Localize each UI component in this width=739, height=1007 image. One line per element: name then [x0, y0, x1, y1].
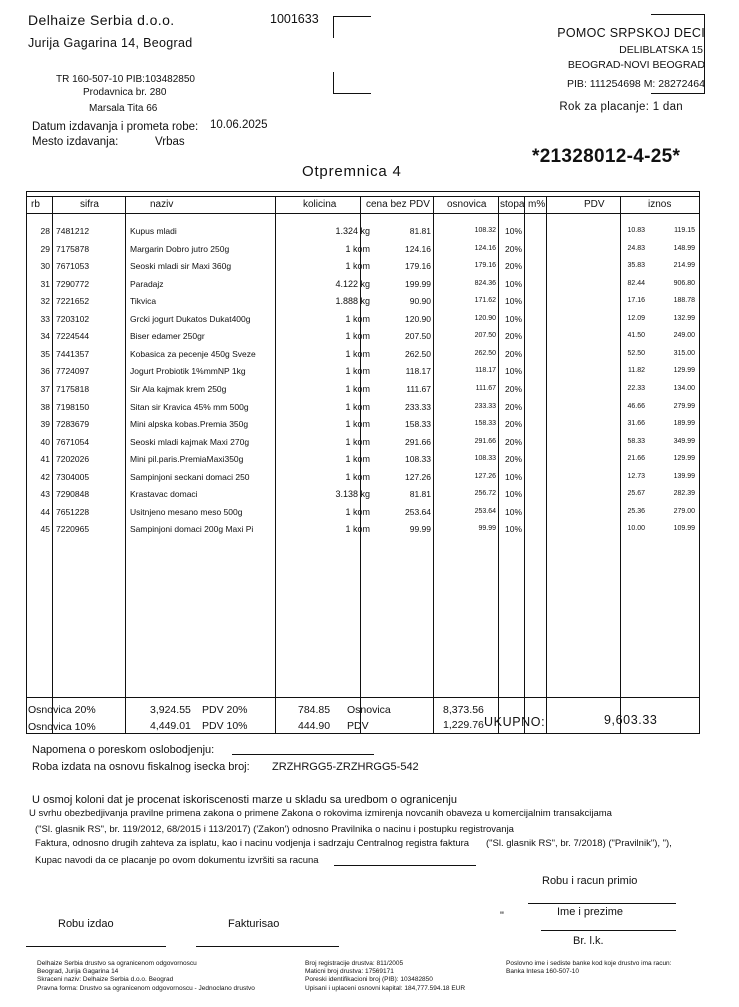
table-row: [26, 503, 700, 521]
cell-osnovica: 108.32: [474, 227, 496, 234]
header-marza: m%: [528, 199, 546, 210]
cell-pdv: 58.33: [627, 437, 645, 445]
cell-pdv: 31.66: [627, 420, 645, 428]
buyer-name: POMOC SRPSKOJ DECI: [557, 26, 705, 40]
table-row: [26, 362, 700, 380]
cell-stopa: 20%: [505, 436, 523, 447]
cell-stopa: 10%: [505, 296, 523, 307]
cell-osnovica: 233.33: [474, 402, 496, 410]
barcode-text: *21328012-4-25*: [532, 146, 681, 167]
cell-cena: 120.90: [405, 313, 431, 324]
cell-kolicina: 1 kom: [345, 524, 370, 535]
cell-naziv: Kupus mladi: [130, 226, 177, 236]
cell-sifra: 7671054: [56, 436, 90, 447]
cell-kolicina: 4.122 kg: [335, 278, 370, 289]
cell-kolicina: 1 kom: [345, 366, 370, 377]
table-row: [26, 520, 700, 538]
cell-kolicina: 1 kom: [345, 471, 370, 482]
legal-text-3: ("Sl. glasnik RS", br. 119/2012, 68/2015 i 113/2017) ('Zakon') odnosno Pravilnika o nacinu i postupku registrovanja: [35, 824, 514, 835]
table-row: [26, 433, 700, 451]
napomena-label: Napomena o poreskom oslobodjenju:: [32, 744, 215, 756]
cell-stopa: 20%: [505, 348, 523, 359]
cell-pdv: 21.66: [627, 455, 645, 463]
cell-rb: 41: [40, 454, 50, 465]
cell-cena: 81.81: [409, 489, 431, 500]
cell-pdv: 10.00: [627, 525, 645, 533]
issued-by-label: Robu izdao: [58, 918, 114, 930]
seller-tr-pib: TR 160-507-10 PIB:103482850: [56, 74, 195, 85]
cell-sifra: 7283679: [56, 419, 90, 430]
cell-rb: 34: [40, 331, 50, 342]
cell-stopa: 20%: [505, 419, 523, 430]
header-naziv: naziv: [150, 199, 174, 210]
buyer-street: DELIBLATSKA 15: [619, 44, 703, 56]
cell-rb: 36: [40, 366, 50, 377]
cell-cena: 81.81: [409, 226, 431, 236]
cell-sifra: 7724097: [56, 366, 90, 377]
header-pdv: PDV: [584, 199, 605, 210]
quote-mark: ": [500, 910, 504, 922]
cell-kolicina: 1 kom: [345, 243, 370, 254]
address-window-corner-top: [333, 16, 371, 38]
table-row: [26, 380, 700, 398]
legal-text-5: ("Sl. glasnik RS", br. 7/2018) ("Pravilnik"), "),: [486, 838, 672, 849]
cell-kolicina: 1 kom: [345, 261, 370, 272]
cell-sifra: 7175818: [56, 383, 90, 394]
cell-cena: 108.33: [405, 454, 431, 465]
cell-pdv: 41.50: [627, 332, 645, 340]
osnovica-10-label: Osnovica 10%: [28, 721, 96, 733]
full-name-line: [541, 930, 676, 931]
cell-cena: 90.90: [409, 296, 431, 307]
footer-bank-info: Poslovno ime i sediste banke kod koje drustvo ima racun: Banka Intesa 160-507-10: [506, 960, 672, 976]
cell-pdv: 12.09: [627, 314, 645, 322]
cell-stopa: 10%: [505, 313, 523, 324]
cell-cena: 207.50: [405, 331, 431, 342]
cell-iznos: 109.99: [673, 525, 695, 533]
cell-stopa: 20%: [505, 331, 523, 342]
cell-cena: 158.33: [405, 419, 431, 430]
cell-naziv: Krastavac domaci: [130, 489, 198, 500]
pdv-10-label: PDV 10%: [202, 720, 248, 732]
cell-iznos: 132.99: [673, 314, 695, 322]
table-row: [26, 310, 700, 328]
osnovica-value: 8,373.56: [443, 704, 484, 716]
invoiced-by-line: [196, 946, 339, 947]
cell-iznos: 148.99: [673, 244, 695, 252]
cell-iznos: 189.99: [673, 420, 695, 428]
cell-rb: 45: [40, 524, 50, 535]
cell-sifra: 7203102: [56, 313, 90, 324]
header-kolicina: kolicina: [303, 199, 337, 210]
cell-sifra: 7220965: [56, 524, 90, 535]
cell-iznos: 134.00: [673, 384, 695, 392]
cell-cena: 127.26: [405, 471, 431, 482]
cell-sifra: 7651228: [56, 506, 90, 517]
issue-place: Vrbas: [155, 136, 185, 148]
cell-naziv: Tikvica: [130, 296, 157, 307]
cell-iznos: 249.00: [673, 332, 695, 340]
cell-kolicina: 1.888 kg: [335, 296, 370, 307]
cell-rb: 31: [40, 278, 50, 289]
cell-naziv: Sir Ala kajmak krem 250g: [130, 383, 227, 394]
cell-naziv: Kobasica za pecenje 450g Sveze: [130, 348, 256, 359]
cell-cena: 199.99: [405, 278, 431, 289]
pdv-20-label: PDV 20%: [202, 704, 248, 716]
footer-registration-info: Broj registracije drustva: 811/2005 Maticni broj drustva: 17569171 Poreski identifikacioni broj (PIB): 103482850 Upisani i uplaceni osnovni kapital: 184,777.594.18 EUR: [305, 960, 466, 992]
footer-company-info: Delhaize Serbia drustvo sa ogranicenom odgovornoscu Beograd, Jurija Gagarina 14 Skraceni naziv: Delhaize Serbia d.o.o. Beograd Pravna forma: Drustvo sa ogranicenom odgovornoscu - Jednoclano drustvo: [37, 960, 255, 992]
issued-by-line: [26, 946, 166, 947]
cell-sifra: 7441357: [56, 348, 90, 359]
cell-cena: 99.99: [409, 524, 431, 535]
payment-account-line: [334, 865, 476, 866]
cell-osnovica: 824.36: [474, 279, 496, 287]
id-card-label: Br. l.k.: [573, 935, 604, 947]
fiscal-receipt-number: ZRZHRGG5-ZRZHRGG5-542: [272, 761, 419, 773]
pdv-value: 1,229.76: [443, 719, 484, 731]
cell-pdv: 11.82: [628, 367, 645, 375]
table-row: [26, 292, 700, 310]
cell-stopa: 20%: [505, 401, 523, 412]
store-number: Prodavnica br. 280: [83, 87, 167, 98]
buyer-city: BEOGRAD-NOVI BEOGRAD: [567, 59, 705, 71]
cell-iznos: 282.39: [673, 490, 695, 498]
cell-naziv: Seoski mladi sir Maxi 360g: [130, 261, 232, 272]
cell-kolicina: 1 kom: [345, 331, 370, 342]
table-row: [26, 468, 700, 486]
address-window-corner-bottom: [333, 72, 371, 94]
table-row: [26, 485, 700, 503]
cell-iznos: 119.15: [674, 227, 695, 234]
pdv-label: PDV: [347, 720, 369, 732]
cell-osnovica: 118.17: [475, 367, 496, 375]
cell-rb: 38: [40, 401, 50, 412]
cell-stopa: 10%: [505, 471, 523, 482]
cell-iznos: 139.99: [673, 472, 695, 480]
table-row: [26, 398, 700, 416]
header-stopa: stopa: [500, 199, 525, 210]
cell-sifra: 7304005: [56, 471, 90, 482]
cell-cena: 291.66: [405, 436, 431, 447]
cell-rb: 28: [40, 226, 50, 236]
cell-pdv: 25.67: [627, 490, 645, 498]
cell-osnovica: 124.16: [474, 244, 496, 252]
cell-naziv: Mini alpska kobas.Premia 350g: [130, 419, 249, 430]
cell-stopa: 10%: [505, 524, 523, 535]
cell-sifra: 7202026: [56, 454, 90, 465]
cell-stopa: 10%: [505, 366, 523, 377]
cell-iznos: 279.99: [673, 402, 695, 410]
header-cena: cena bez PDV: [366, 199, 430, 210]
cell-kolicina: 1 kom: [345, 506, 370, 517]
cell-iznos: 188.78: [673, 297, 695, 305]
cell-rb: 32: [40, 296, 50, 307]
cell-stopa: 10%: [505, 489, 523, 500]
cell-iznos: 315.00: [673, 349, 695, 357]
cell-rb: 42: [40, 471, 50, 482]
issue-date-label: Datum izdavanja i prometa robe:: [32, 121, 199, 133]
cell-sifra: 7224544: [56, 331, 90, 342]
cell-iznos: 129.99: [673, 367, 695, 375]
cell-kolicina: 3.138 kg: [335, 489, 370, 500]
table-row: [26, 257, 700, 275]
legal-text-1: U osmoj koloni dat je procenat iskoriscenosti marze u skladu sa uredbom o ogranicenju: [32, 794, 457, 806]
received-by-label: Robu i racun primio: [542, 875, 638, 887]
cell-pdv: 24.83: [627, 244, 645, 252]
fiscal-receipt-label: Roba izdata na osnovu fiskalnog isecka broj:: [32, 761, 250, 773]
cell-kolicina: 1 kom: [345, 383, 370, 394]
cell-osnovica: 111.67: [475, 384, 496, 392]
cell-rb: 43: [40, 489, 50, 500]
seller-name: Delhaize Serbia d.o.o.: [28, 12, 175, 28]
full-name-label: Ime i prezime: [557, 906, 624, 918]
table-row: [26, 222, 700, 240]
document-number: 1001633: [270, 12, 319, 26]
cell-rb: 30: [40, 261, 50, 272]
cell-sifra: 7290772: [56, 278, 90, 289]
cell-naziv: Biser edamer 250gr: [130, 331, 205, 342]
cell-osnovica: 179.16: [474, 262, 496, 270]
cell-osnovica: 256.72: [474, 490, 496, 498]
header-osnovica: osnovica: [447, 199, 487, 210]
cell-sifra: 7290848: [56, 489, 90, 500]
cell-naziv: Seoski mladi kajmak Maxi 270g: [130, 436, 250, 447]
issue-date: 10.06.2025: [210, 119, 268, 131]
table-header-bottom-line: [26, 213, 700, 214]
cell-cena: 124.16: [405, 243, 431, 254]
table-row: [26, 415, 700, 433]
header-rb: rb: [31, 199, 40, 210]
cell-osnovica: 108.33: [474, 455, 496, 463]
cell-stopa: 20%: [505, 383, 523, 394]
cell-naziv: Margarin Dobro jutro 250g: [130, 243, 230, 254]
store-address: Marsala Tita 66: [89, 103, 158, 114]
table-summary-line: [26, 697, 700, 698]
cell-kolicina: 1 kom: [345, 401, 370, 412]
cell-kolicina: 1 kom: [345, 348, 370, 359]
cell-osnovica: 158.33: [474, 420, 496, 428]
cell-naziv: Paradajz: [130, 278, 164, 289]
napomena-line: [232, 754, 374, 755]
cell-naziv: Sampinjoni seckani domaci 250: [130, 471, 250, 482]
table-row: [26, 275, 700, 293]
cell-rb: 44: [40, 506, 50, 517]
cell-pdv: 82.44: [627, 279, 645, 287]
cell-rb: 39: [40, 419, 50, 430]
cell-rb: 33: [40, 313, 50, 324]
cell-naziv: Grcki jogurt Dukatos Dukat400g: [130, 313, 251, 324]
cell-naziv: Mini pil.paris.PremiaMaxi350g: [130, 454, 244, 465]
cell-cena: 262.50: [405, 348, 431, 359]
header-sifra: sifra: [80, 199, 99, 210]
table-row: [26, 450, 700, 468]
cell-kolicina: 1.324 kg: [335, 226, 370, 236]
table-row: [26, 240, 700, 258]
cell-rb: 29: [40, 243, 50, 254]
cell-sifra: 7221652: [56, 296, 90, 307]
cell-osnovica: 99.99: [478, 525, 496, 533]
pdv-10-value: 444.90: [298, 720, 331, 732]
invoiced-by-label: Fakturisao: [228, 918, 280, 930]
issue-place-label: Mesto izdavanja:: [32, 136, 119, 148]
cell-sifra: 7175878: [56, 243, 90, 254]
cell-iznos: 279.00: [673, 507, 695, 515]
cell-iznos: 214.99: [673, 262, 695, 270]
cell-naziv: Sitan sir Kravica 45% mm 500g: [130, 401, 249, 412]
cell-kolicina: 1 kom: [345, 313, 370, 324]
cell-pdv: 17.16: [627, 297, 645, 305]
cell-sifra: 7481212: [56, 226, 90, 236]
legal-text-4: Faktura, odnosno drugih zahteva za isplatu, kao i nacinu vodjenja i sadrzaju Centralnog registra faktura: [35, 838, 470, 849]
received-by-line: [528, 903, 676, 904]
cell-kolicina: 1 kom: [345, 419, 370, 430]
cell-osnovica: 171.62: [474, 297, 496, 305]
cell-naziv: Sampinjoni domaci 200g Maxi Pi: [130, 524, 254, 535]
cell-sifra: 7198150: [56, 401, 90, 412]
header-iznos: iznos: [648, 199, 672, 210]
ukupno-value: 9,603.33: [604, 713, 658, 727]
pdv-20-value: 784.85: [298, 704, 331, 716]
cell-rb: 40: [40, 436, 50, 447]
seller-address: Jurija Gagarina 14, Beograd: [28, 36, 193, 50]
cell-stopa: 10%: [505, 506, 523, 517]
cell-naziv: Jogurt Probiotik 1%mmNP 1kg: [130, 366, 246, 377]
cell-kolicina: 1 kom: [345, 454, 370, 465]
cell-osnovica: 291.66: [474, 437, 496, 445]
payment-account-note: Kupac navodi da ce placanje po ovom dokumentu izvršiti sa racuna: [35, 855, 319, 866]
cell-stopa: 20%: [505, 454, 523, 465]
cell-rb: 37: [40, 383, 50, 394]
cell-cena: 118.17: [405, 366, 431, 377]
table-row: [26, 327, 700, 345]
cell-naziv: Usitnjeno mesano meso 500g: [130, 506, 243, 517]
cell-pdv: 12.73: [627, 472, 645, 480]
cell-cena: 233.33: [405, 401, 431, 412]
cell-iznos: 906.80: [673, 279, 695, 287]
osnovica-10-value: 4,449.01: [150, 720, 191, 732]
cell-sifra: 7671053: [56, 261, 90, 272]
cell-cena: 111.67: [406, 383, 431, 394]
osnovica-20-value: 3,924.55: [150, 704, 191, 716]
cell-iznos: 129.99: [673, 455, 695, 463]
cell-stopa: 20%: [505, 261, 523, 272]
table-header-top-line: [26, 196, 700, 197]
cell-pdv: 52.50: [627, 349, 645, 357]
cell-iznos: 349.99: [673, 437, 695, 445]
legal-text-2: U svrhu obezbedjivanja pravilne primena zakona o primene Zakona o rokovima izmirenja novcanih obaveza u komercijalnim transakcijama: [29, 808, 612, 819]
table-row: [26, 345, 700, 363]
cell-rb: 35: [40, 348, 50, 359]
cell-pdv: 46.66: [627, 402, 645, 410]
payment-term: Rok za placanje: 1 dan: [559, 101, 683, 113]
cell-stopa: 10%: [505, 226, 523, 236]
cell-pdv: 10.83: [627, 227, 645, 234]
cell-pdv: 22.33: [627, 384, 645, 392]
cell-cena: 253.64: [405, 506, 431, 517]
buyer-pib: PIB: 111254698 M: 28272464: [567, 78, 705, 90]
cell-stopa: 10%: [505, 278, 523, 289]
cell-osnovica: 127.26: [474, 472, 496, 480]
cell-pdv: 35.83: [627, 262, 645, 270]
osnovica-label: Osnovica: [347, 704, 391, 716]
cell-osnovica: 207.50: [474, 332, 496, 340]
cell-cena: 179.16: [405, 261, 431, 272]
cell-stopa: 20%: [505, 243, 523, 254]
cell-osnovica: 262.50: [474, 349, 496, 357]
cell-pdv: 25.36: [627, 507, 645, 515]
cell-osnovica: 120.90: [474, 314, 496, 322]
ukupno-label: UKUPNO:: [484, 715, 546, 729]
cell-osnovica: 253.64: [474, 507, 496, 515]
osnovica-20-label: Osnovica 20%: [28, 704, 96, 716]
cell-kolicina: 1 kom: [345, 436, 370, 447]
document-title: Otpremnica 4: [302, 163, 402, 180]
